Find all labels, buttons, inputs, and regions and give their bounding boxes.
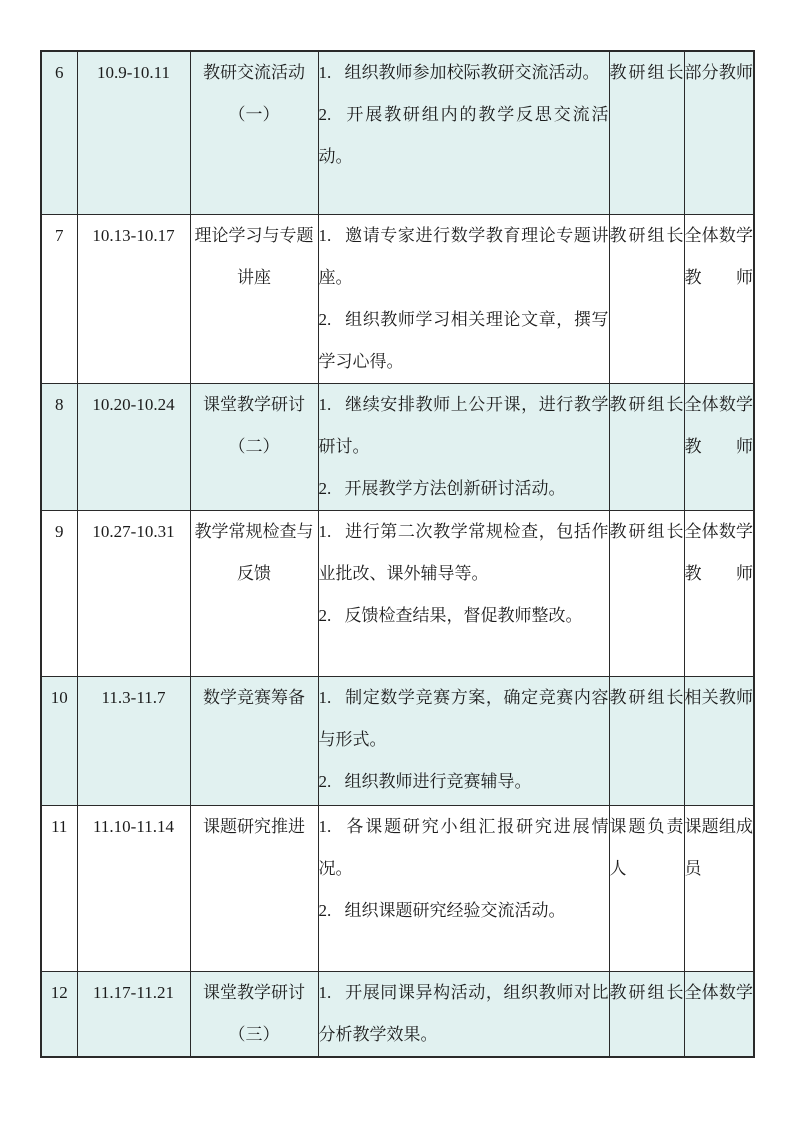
cell-date-range: 11.3-11.7 [77, 676, 190, 805]
cell-participants: 课题组成员 [684, 805, 754, 971]
cell-activity-content [318, 214, 609, 383]
item-number: 2. [318, 309, 332, 329]
cell-date-range: 10.13-10.17 [77, 214, 190, 383]
cell-activity-content [318, 51, 609, 214]
activity-item [319, 215, 609, 299]
table-row [41, 383, 754, 510]
activity-item [319, 595, 609, 637]
activity-item [319, 94, 609, 178]
item-text: 反馈检查结果，督促教师整改。 [344, 605, 583, 625]
item-number: 1. [318, 394, 332, 414]
cell-date-range: 10.20-10.24 [77, 383, 190, 510]
cell-activity-name: 数学竞赛筹备 [190, 676, 318, 805]
activity-item [319, 299, 609, 383]
cell-activity-name: 课堂教学研讨（三） [190, 971, 318, 1057]
activity-item [319, 677, 609, 761]
item-number: 1. [318, 521, 332, 541]
item-text: 组织教师学习相关理论文章，撰写学习心得。 [318, 309, 609, 371]
item-number: 1. [318, 225, 332, 245]
table-row [41, 214, 754, 383]
cell-activity-content [318, 971, 609, 1057]
cell-responsible-person: 教研组长 [609, 383, 684, 510]
activity-item [319, 972, 609, 1056]
cell-activity-name: 理论学习与专题讲座 [190, 214, 318, 383]
cell-responsible-person: 教研组长 [609, 51, 684, 214]
cell-serial-number: 9 [41, 510, 77, 676]
cell-responsible-person: 教研组长 [609, 510, 684, 676]
cell-serial-number: 7 [41, 214, 77, 383]
cell-participants: 全体数学教师 [684, 510, 754, 676]
item-text: 制定数学竞赛方案，确定竞赛内容与形式。 [318, 687, 609, 749]
item-text: 进行第二次教学常规检查，包括作业批改、课外辅导等。 [318, 521, 609, 583]
cell-participants: 相关教师 [684, 676, 754, 805]
cell-activity-name: 课题研究推进 [190, 805, 318, 971]
cell-date-range: 11.17-11.21 [77, 971, 190, 1057]
cell-responsible-person: 教研组长 [609, 214, 684, 383]
item-number: 2. [318, 605, 332, 625]
table-row [41, 510, 754, 676]
item-text: 邀请专家进行数学教育理论专题讲座。 [318, 225, 609, 287]
cell-date-range: 11.10-11.14 [77, 805, 190, 971]
activity-item [319, 52, 609, 94]
item-text: 组织教师进行竞赛辅导。 [344, 771, 532, 791]
cell-participants: 部分教师 [684, 51, 754, 214]
activity-item [319, 806, 609, 890]
activity-item [319, 761, 609, 803]
cell-participants: 全体数学教师 [684, 214, 754, 383]
cell-activity-name: 课堂教学研讨（二） [190, 383, 318, 510]
cell-date-range: 10.9-10.11 [77, 51, 190, 214]
activity-item [319, 890, 609, 932]
activity-schedule-table [40, 50, 755, 1058]
cell-activity-content [318, 676, 609, 805]
cell-activity-content [318, 383, 609, 510]
item-number: 1. [318, 982, 332, 1002]
item-number: 1. [318, 816, 332, 836]
cell-activity-content [318, 805, 609, 971]
cell-activity-content [318, 510, 609, 676]
cell-serial-number: 8 [41, 383, 77, 510]
item-number: 2. [318, 105, 332, 124]
cell-activity-name: 教学常规检查与反馈 [190, 510, 318, 676]
cell-activity-name: 教研交流活动（一） [190, 51, 318, 214]
cell-serial-number: 10 [41, 676, 77, 805]
cell-responsible-person: 教研组长 [609, 676, 684, 805]
item-text: 组织教师参加校际教研交流活动。 [344, 63, 600, 82]
table-row [41, 805, 754, 971]
cell-serial-number: 11 [41, 805, 77, 971]
table-row [41, 971, 754, 1057]
item-text: 开展同课异构活动，组织教师对比分析教学效果。 [318, 982, 609, 1044]
table-body [41, 51, 754, 1057]
cell-date-range: 10.27-10.31 [77, 510, 190, 676]
item-number: 1. [318, 63, 332, 82]
item-text: 开展教学方法创新研讨活动。 [344, 478, 566, 498]
item-number: 2. [318, 771, 332, 791]
cell-responsible-person: 课题负责人 [609, 805, 684, 971]
item-text: 组织课题研究经验交流活动。 [344, 900, 566, 920]
table-row [41, 51, 754, 214]
item-number: 1. [318, 687, 332, 707]
cell-serial-number: 12 [41, 971, 77, 1057]
cell-responsible-person: 教研组长 [609, 971, 684, 1057]
item-text: 继续安排教师上公开课，进行教学研讨。 [318, 394, 609, 456]
cell-participants: 全体数学教师 [684, 383, 754, 510]
item-number: 2. [318, 478, 332, 498]
item-number: 2. [318, 900, 332, 920]
cell-participants: 全体数学 [684, 971, 754, 1057]
activity-item [319, 384, 609, 468]
table-row [41, 676, 754, 805]
item-text: 各课题研究小组汇报研究进展情况。 [318, 816, 609, 878]
cell-serial-number: 6 [41, 51, 77, 214]
activity-item [319, 468, 609, 510]
item-text: 开展教研组内的教学反思交流活动。 [318, 105, 609, 166]
activity-item [319, 511, 609, 595]
